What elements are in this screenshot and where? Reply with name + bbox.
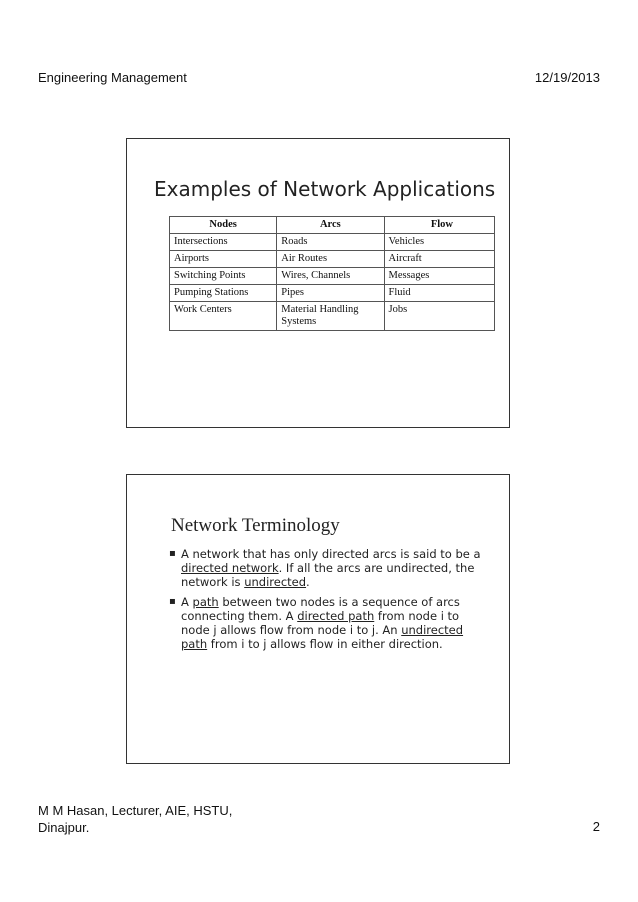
table-cell: Fluid [384, 285, 495, 302]
term-path: path [192, 595, 219, 609]
column-header-nodes: Nodes [170, 217, 277, 234]
bullet-text: A [181, 595, 193, 609]
header-course-title: Engineering Management [38, 70, 187, 85]
table-cell: Intersections [170, 234, 277, 251]
slide-network-terminology [126, 474, 510, 764]
term-directed-path: directed path [297, 609, 375, 623]
bullet-text: . If all the arcs are undirected, the network is [181, 561, 475, 589]
table-cell: Roads [277, 234, 384, 251]
term-undirected-path: undirected path [181, 623, 464, 651]
table-cell: Vehicles [384, 234, 495, 251]
term-undirected: undirected [244, 575, 307, 589]
table-cell: Pumping Stations [170, 285, 277, 302]
table-row [170, 251, 495, 268]
footer-author-line2: Dinajpur. [38, 820, 90, 835]
slide-title: Examples of Network Applications [154, 177, 496, 201]
footer-author-line1: M M Hasan, Lecturer, AIE, HSTU, [38, 803, 233, 818]
bullet-text: A network that has only directed arcs is said to be a [181, 547, 481, 561]
table-header-row [170, 217, 495, 234]
table-cell: Messages [384, 268, 495, 285]
table-row [170, 268, 495, 285]
table-row [170, 234, 495, 251]
table-cell: Airports [170, 251, 277, 268]
table-cell: Material Handling Systems [277, 302, 384, 331]
column-header-arcs: Arcs [277, 217, 384, 234]
bullet-text: from node i to node j allows flow from node i to j. An [181, 609, 460, 637]
table-cell: Work Centers [170, 302, 277, 331]
header-date: 12/19/2013 [534, 70, 600, 85]
column-header-flow: Flow [384, 217, 495, 234]
table-cell: Jobs [384, 302, 495, 331]
bullet-square-icon: ▪ [169, 548, 176, 559]
bullet-text: from i to j allows flow in either direction. [207, 637, 443, 651]
table-row [170, 285, 495, 302]
table-cell: Aircraft [384, 251, 495, 268]
slide-title: Network Terminology [171, 515, 340, 536]
table-cell: Wires, Channels [277, 268, 384, 285]
applications-table [169, 216, 495, 331]
page-number: 2 [592, 819, 600, 834]
table-cell: Switching Points [170, 268, 277, 285]
table-cell: Pipes [277, 285, 384, 302]
footer-author [38, 802, 232, 836]
bullet-square-icon: ▪ [169, 596, 176, 607]
slide-network-applications [126, 138, 510, 428]
bullet-path [169, 595, 489, 651]
bullet-list [169, 547, 489, 657]
table-row [170, 302, 495, 331]
table-cell: Air Routes [277, 251, 384, 268]
bullet-text: . [306, 575, 310, 589]
term-directed-network: directed network [181, 561, 279, 575]
bullet-directed-network [169, 547, 489, 589]
bullet-text: between two nodes is a sequence of arcs connecting them. A [181, 595, 460, 623]
